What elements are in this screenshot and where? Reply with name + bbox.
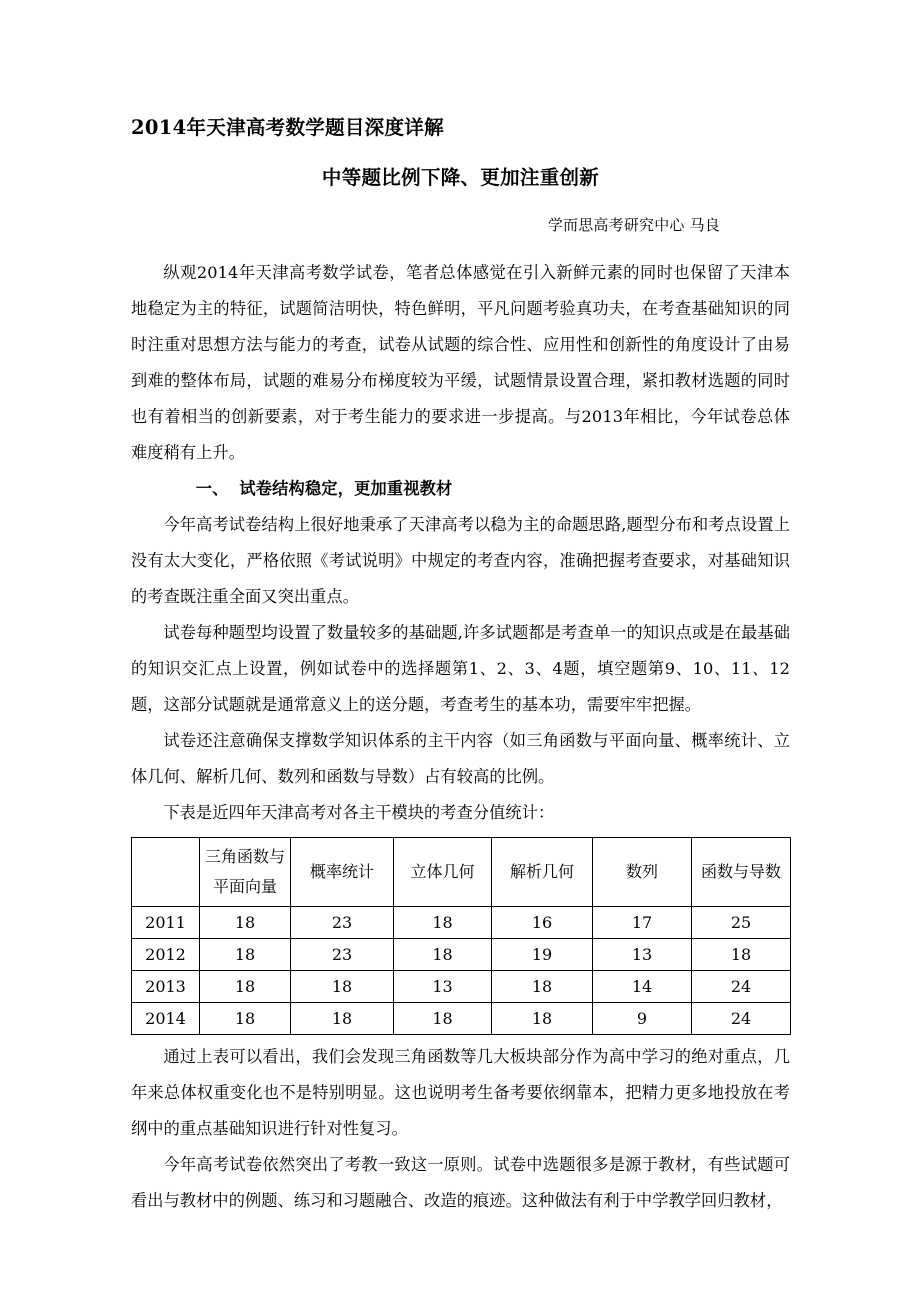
table-body [132, 907, 791, 1035]
table-col-header-trig [200, 838, 291, 907]
table-cell: 18 [492, 971, 593, 1003]
table-cell: 18 [200, 907, 291, 939]
table-row-year: 2013 [132, 971, 200, 1003]
table-cell: 18 [492, 1003, 593, 1035]
paragraph-intro: 纵观2014年天津高考数学试卷，笔者总体感觉在引入新鲜元素的同时也保留了天津本地稳定为主的特征，试题简洁明快，特色鲜明，平凡问题考验真功夫，在考查基础知识的同时注重对思想方法与能力的考查，试卷从试题的综合性、应用性和创新性的角度设计了由易到难的整体布局，试题的难易分布梯度较为平缓，试题情景设置合理，紧扣教材选题的同时也有着相当的创新要素，对于考生能力的要求进一步提高。与2013年相比，今年试卷总体难度稍有上升。 [131, 263, 790, 462]
document-title: 2014年天津高考数学题目深度详解 [131, 116, 444, 139]
table-col-header-functions: 函数与导数 [692, 838, 791, 907]
table-cell: 18 [692, 939, 791, 971]
table-row-year: 2014 [132, 1003, 200, 1035]
table-cell: 13 [593, 939, 692, 971]
table-cell: 9 [593, 1003, 692, 1035]
table-row [132, 971, 791, 1003]
table-header-row [132, 838, 791, 907]
table-cell: 18 [200, 939, 291, 971]
table-row [132, 1003, 791, 1035]
author-byline: 学而思高考研究中心 马良 [547, 216, 720, 234]
table-cell: 18 [200, 971, 291, 1003]
table-cell: 18 [291, 971, 394, 1003]
table-row-year: 2012 [132, 939, 200, 971]
table-cell: 18 [394, 907, 492, 939]
table-cell: 18 [394, 1003, 492, 1035]
table-header [132, 838, 791, 907]
table-col-header-analytic-geometry: 解析几何 [492, 838, 593, 907]
table-col-header-sequences: 数列 [593, 838, 692, 907]
table-cell: 19 [492, 939, 593, 971]
table-cell: 16 [492, 907, 593, 939]
table-cell: 24 [692, 1003, 791, 1035]
table-cell: 14 [593, 971, 692, 1003]
table-col-header-trig-line1: 三角函数与 [204, 847, 285, 866]
table-col-header-probability: 概率统计 [291, 838, 394, 907]
table-cell: 18 [394, 939, 492, 971]
section-number: 一、 [195, 479, 229, 498]
table-cell: 18 [291, 1003, 394, 1035]
table-cell: 25 [692, 907, 791, 939]
table-cell: 17 [593, 907, 692, 939]
paragraph-core-content: 试卷还注意确保支撑数学知识体系的主干内容（如三角函数与平面向量、概率统计、立体几何、解析几何、数列和函数与导数）占有较高的比例。 [131, 731, 790, 786]
paragraph-table-analysis: 通过上表可以看出，我们会发现三角函数等几大板块部分作为高中学习的绝对重点，几年来总体权重变化也不是特别明显。这也说明考生备考要依纲靠本，把精力更多地投放在考纲中的重点基础知识进行针对性复习。 [131, 1047, 790, 1138]
table-corner-cell [132, 838, 200, 907]
statistics-table [131, 837, 791, 1035]
document-subtitle: 中等题比例下降、更加注重创新 [321, 165, 600, 189]
table-row-year: 2011 [132, 907, 200, 939]
paragraph-textbook-alignment: 今年高考试卷依然突出了考教一致这一原则。试卷中选题很多是源于教材，有些试题可看出与教材中的例题、练习和习题融合、改造的痕迹。这种做法有利于中学教学回归教材， [131, 1155, 790, 1210]
table-row [132, 907, 791, 939]
table-cell: 23 [291, 907, 394, 939]
table-row [132, 939, 791, 971]
table-col-header-trig-line2: 平面向量 [212, 877, 277, 896]
section-title: 试卷结构稳定，更加重视教材 [239, 479, 453, 498]
paragraph-structure: 今年高考试卷结构上很好地秉承了天津高考以稳为主的命题思路,题型分布和考点设置上没有太大变化，严格依照《考试说明》中规定的考查内容，准确把握考查要求，对基础知识的考查既注重全面又突出重点。 [131, 515, 790, 606]
table-cell: 24 [692, 971, 791, 1003]
paragraph-basic-questions: 试卷每种题型均设置了数量较多的基础题,许多试题都是考查单一的知识点或是在最基础的知识交汇点上设置，例如试卷中的选择题第1、2、3、4题，填空题第9、10、11、12题，这部分试题就是通常意义上的送分题，考查考生的基本功，需要牢牢把握。 [131, 623, 790, 714]
statistics-table-container [131, 837, 790, 1035]
paragraph-table-lead: 下表是近四年天津高考对各主干模块的考查分值统计： [163, 803, 555, 822]
table-cell: 18 [200, 1003, 291, 1035]
section-heading-1 [131, 471, 790, 507]
table-col-header-solid-geometry: 立体几何 [394, 838, 492, 907]
table-cell: 13 [394, 971, 492, 1003]
document-body [131, 0, 790, 1219]
table-cell: 23 [291, 939, 394, 971]
